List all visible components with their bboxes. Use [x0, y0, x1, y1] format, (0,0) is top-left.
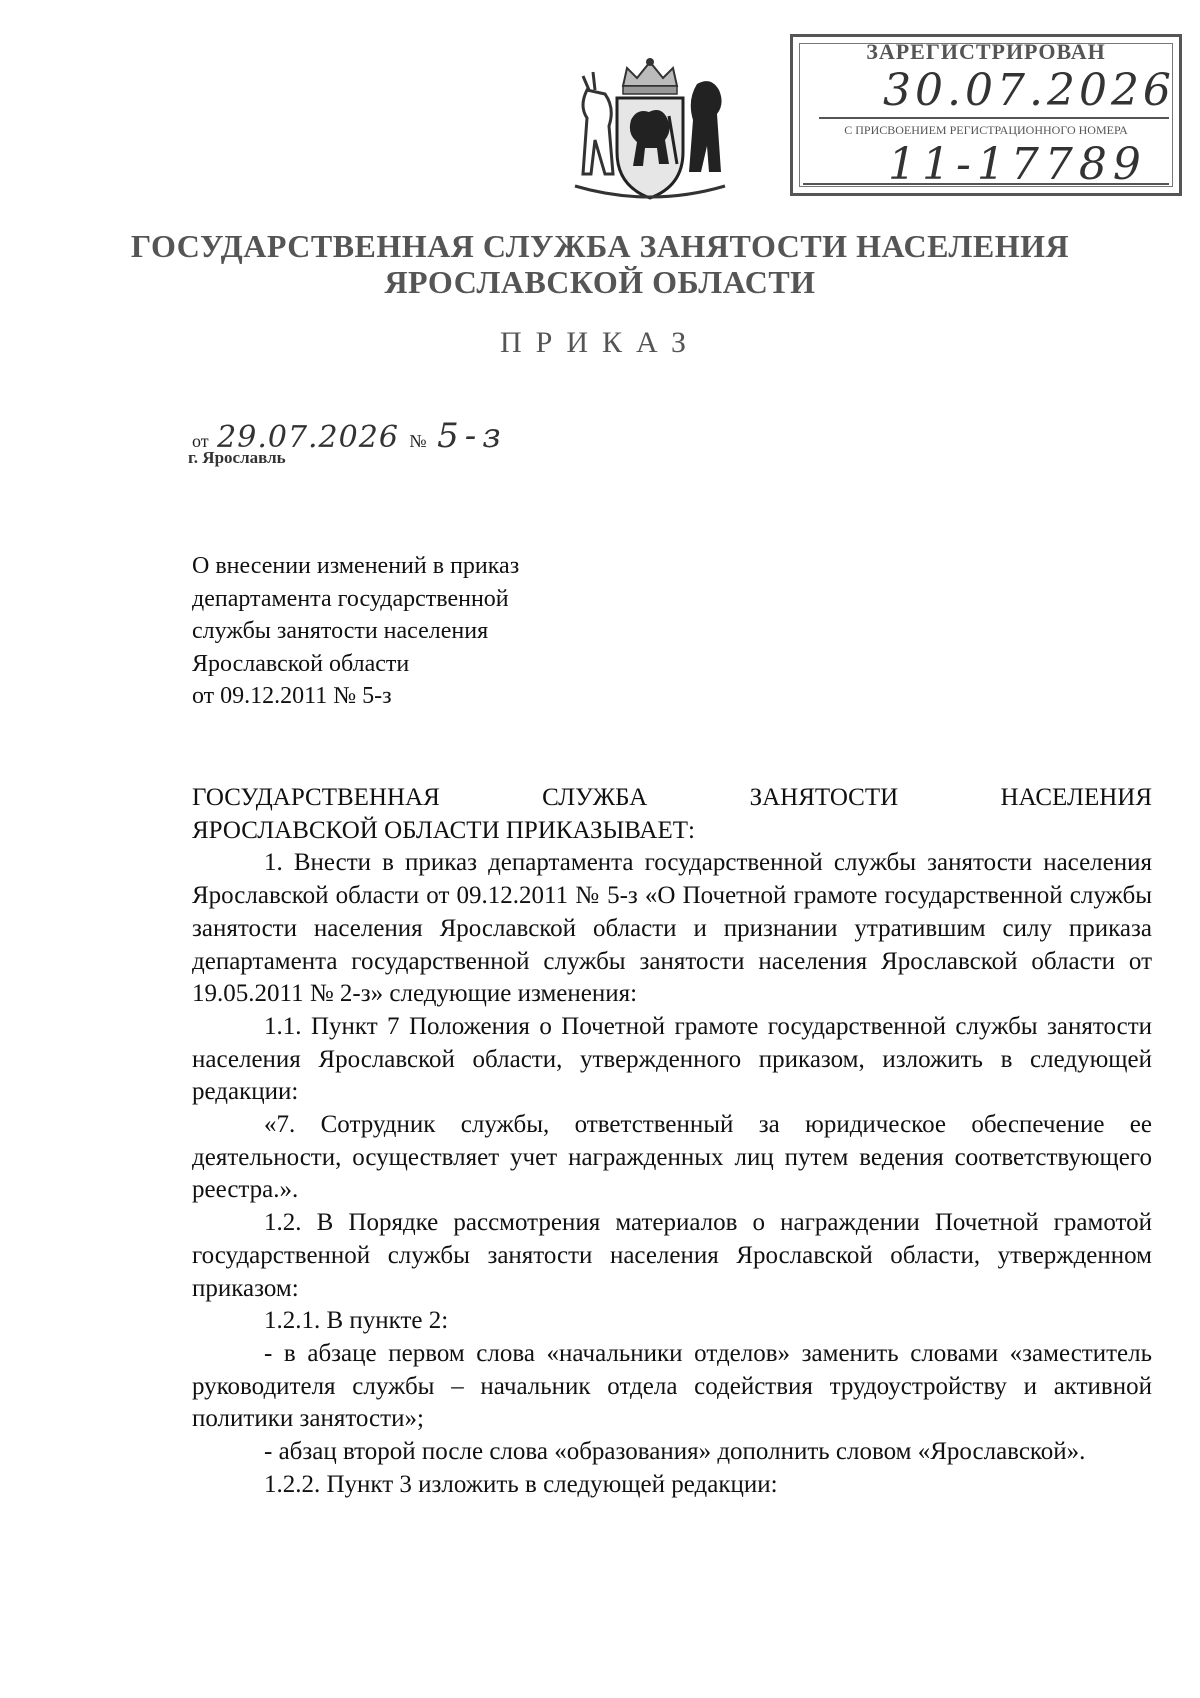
document-type-heading: ПРИКАЗ [500, 326, 700, 359]
paragraph-1: 1. Внести в приказ департамента государственной службы занятости населения Ярославской области от 09.12.2011 № 5-з «О Почетной грамоте государственной службы занятости населения Ярославской области и признании утратившим силу приказа департамента государственной службы занятости населения Ярославской области от 19.05.2011 № 2-з» следующие изменения: [192, 849, 1152, 1008]
stamp-title: ЗАРЕГИСТРИРОВАН [866, 39, 1106, 64]
order-date: 29.07.2026 [217, 420, 399, 455]
preamble-line-1: ГОСУДАРСТВЕННАЯ СЛУЖБА ЗАНЯТОСТИ НАСЕЛЕНИЯ [192, 784, 1152, 811]
paragraph-1-2-1-a: - в абзаце первом слова «начальники отделов» заменить словами «заместитель руководителя службы – начальник отдела содействия трудоустройству и активной политики занятости»; [192, 1339, 1152, 1433]
order-body [192, 782, 1152, 1501]
order-number: 5-з [437, 416, 507, 456]
coat-of-arms-icon [565, 56, 735, 208]
registration-stamp [790, 34, 1182, 196]
order-from-label: от [192, 431, 209, 451]
subject-line: Ярославской области [192, 650, 410, 677]
order-subject [192, 550, 519, 713]
paragraph-1-1-quote: «7. Сотрудник службы, ответственный за юридическое обеспечение ее деятельности, осуществляет учет награжденных лиц путем ведения соответствующего реестра.». [192, 1111, 1152, 1204]
stamp-subtitle: С ПРИСВОЕНИЕМ РЕГИСТРАЦИОННОГО НОМЕРА [844, 123, 1128, 137]
organization-title-line-1: ГОСУДАРСТВЕННАЯ СЛУЖБА ЗАНЯТОСТИ НАСЕЛЕНИЯ [130, 228, 1070, 264]
subject-line: службы занятости населения [192, 618, 489, 644]
stamp-divider [819, 117, 1169, 119]
stamp-bottom-line [803, 183, 1169, 185]
stamp-date: 30.07.2026 [883, 65, 1175, 116]
subject-line: О внесении изменений в приказ [192, 553, 520, 579]
paragraph-1-2-1-b: - абзац второй после слова «образования» дополнить словом «Ярославской». [264, 1438, 1086, 1466]
subject-line: от 09.12.2011 № 5-з [192, 683, 392, 709]
preamble-line-2: ЯРОСЛАВСКОЙ ОБЛАСТИ ПРИКАЗЫВАЕТ: [192, 816, 695, 844]
order-number-label: № [409, 431, 427, 451]
paragraph-1-2: 1.2. В Порядке рассмотрения материалов о награждении Почетной грамотой государственной службы занятости населения Ярославской области, утвержденном приказом: [192, 1209, 1152, 1302]
organization-title-line-2: ЯРОСЛАВСКОЙ ОБЛАСТИ [384, 264, 816, 300]
paragraph-1-2-1: 1.2.1. В пункте 2: [264, 1307, 449, 1335]
paragraph-1-2-2: 1.2.2. Пункт 3 изложить в следующей редакции: [264, 1470, 778, 1498]
order-city: г. Ярославль [188, 448, 286, 467]
subject-line: департамента государственной [192, 585, 509, 612]
paragraph-1-1: 1.1. Пункт 7 Положения о Почетной грамоте государственной службы занятости населения Ярославской области, утвержденного приказом, изложить в следующей редакции: [192, 1012, 1152, 1106]
stamp-registration-number: 11-17789 [888, 139, 1147, 190]
